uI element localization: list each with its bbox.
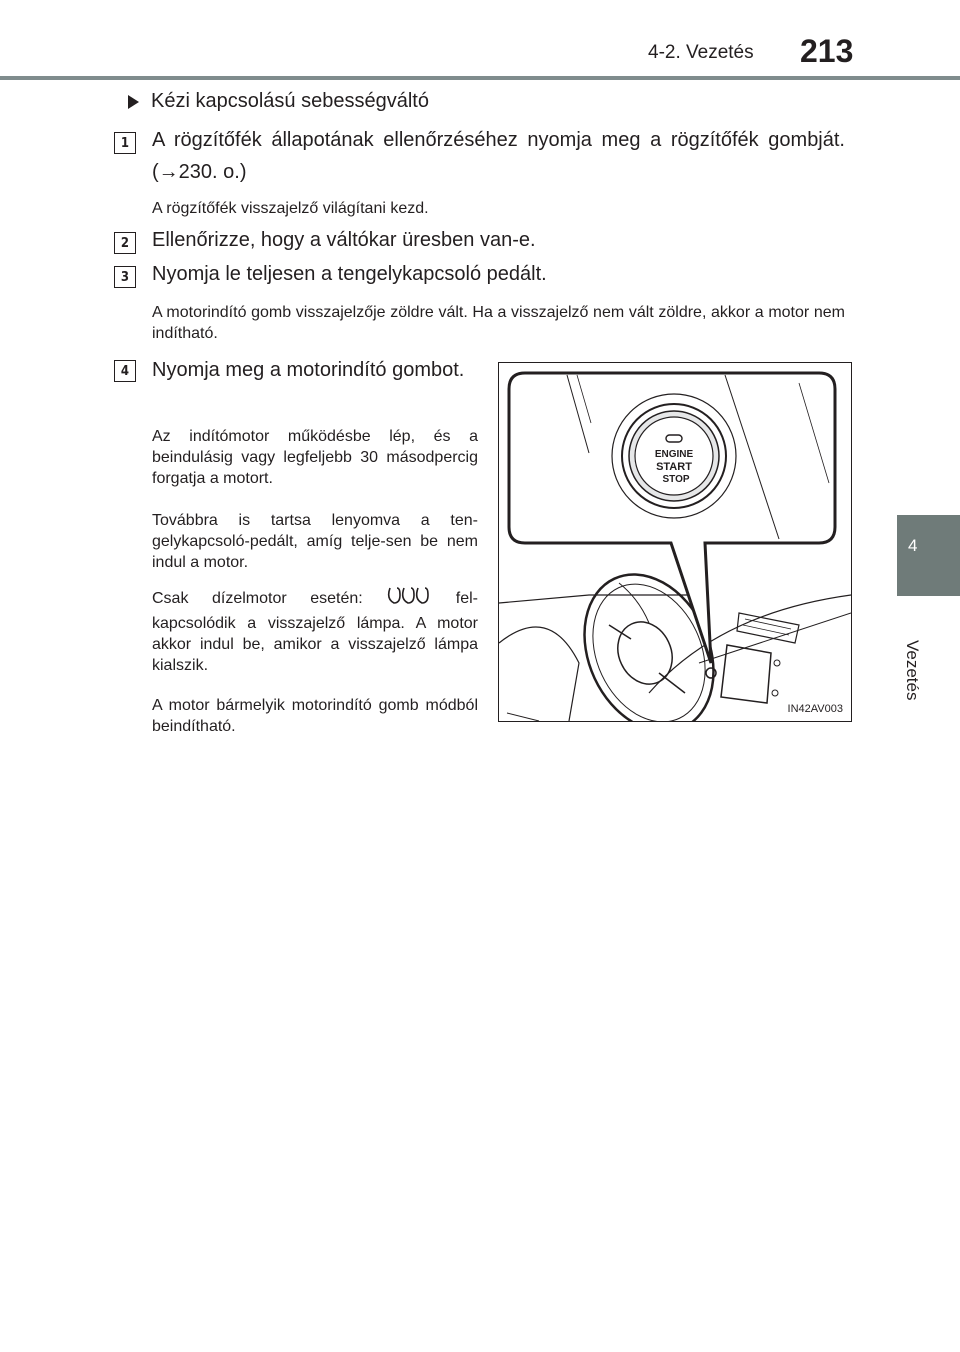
step-note-4c: [152, 585, 478, 676]
header-rule: [0, 76, 960, 80]
dashboard-illustration: [499, 363, 851, 721]
diesel-note-before: Csak dízelmotor esetén:: [152, 590, 363, 608]
step-number-4: 4: [114, 360, 136, 382]
chapter-tab-label: Vezetés: [903, 640, 922, 701]
step-text-4: Nyomja meg a motorindító gombot.: [152, 359, 465, 381]
chapter-tab-number: 4: [908, 536, 918, 555]
section-title: 4-2. Vezetés: [648, 42, 754, 63]
step-note-1: A rögzítőfék visszajelző világítani kezd.: [152, 200, 429, 217]
step-note-4d: A motor bármelyik motorindító gomb módból beindítható.: [152, 697, 478, 735]
step-number-1: 1: [114, 132, 136, 154]
triangle-bullet-icon: [128, 95, 139, 109]
step-number-2: 2: [114, 232, 136, 254]
figure-code: IN42AV003: [787, 703, 843, 715]
step-note-4b: Továbbra is tartsa lenyomva a ten-gelykapcsoló-pedált, amíg telje-sen be nem indul a motor.: [152, 512, 478, 571]
step-text-1: A rögzítőfék állapotának ellenőrzéséhez nyomja meg a rögzítőfék gombját. (→230. o.): [152, 129, 845, 183]
chapter-tab[interactable]: [897, 515, 960, 596]
glow-plug-indicator-icon: [386, 585, 432, 613]
step-text-3: Nyomja le teljesen a tengelykapcsoló pedált.: [152, 263, 547, 285]
steering-wheel-icon: [560, 553, 738, 721]
diesel-note-after: fel-kapcsolódik a visszajelző lámpa. A motor akkor indul be, amikor a visszajelző lámpa kialszik.: [152, 590, 478, 674]
subheading: [128, 90, 429, 113]
page-number: 213: [800, 33, 854, 69]
button-label-start: START: [656, 461, 692, 473]
button-label-engine: ENGINE: [654, 449, 694, 460]
engine-start-figure: [498, 362, 852, 722]
subheading-text: Kézi kapcsolású sebességváltó: [151, 90, 429, 112]
step-number-3: 3: [114, 266, 136, 288]
step-note-4a: Az indítómotor működésbe lép, és a beindulásig vagy legfeljebb 30 másodpercig forgatja a motort.: [152, 428, 478, 487]
button-label-stop: STOP: [662, 474, 690, 485]
step-text-2: Ellenőrizze, hogy a váltókar üresben van-e.: [152, 229, 536, 251]
step-note-3: A motorindító gomb visszajelzője zöldre vált. Ha a visszajelző nem vált zöldre, akkor a motor nem indítható.: [152, 304, 845, 342]
